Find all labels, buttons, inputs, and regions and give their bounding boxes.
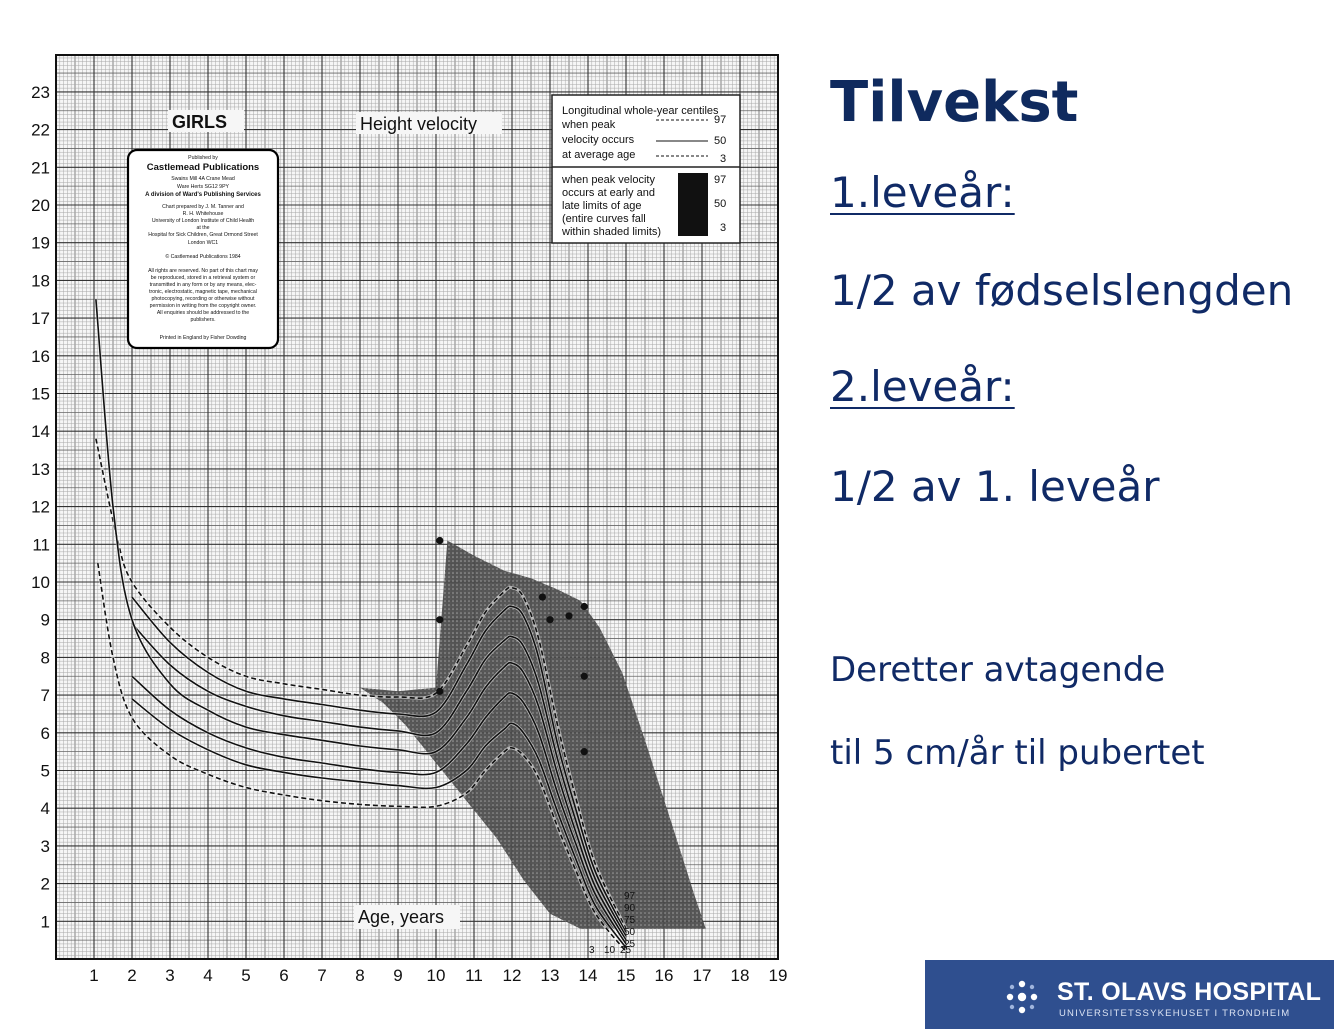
hospital-subtitle: UNIVERSITETSSYKEHUSET I TRONDHEIM (1059, 1008, 1291, 1019)
publisher-line: Ware Herts SG12 9PY (177, 184, 229, 190)
x-tick-label: 7 (317, 966, 327, 985)
curve-end-label-bottom: 3 (589, 945, 595, 956)
x-tick-label: 8 (355, 966, 365, 985)
y-tick-label: 3 (40, 836, 50, 856)
publisher-line: R. H. Whitehouse (182, 211, 224, 217)
first-year-heading: 1.leveår: (830, 168, 1015, 217)
x-tick-label: 16 (654, 966, 674, 985)
x-tick-label: 19 (768, 966, 788, 985)
hospital-logo (925, 960, 1334, 1029)
x-tick-label: 1 (89, 966, 99, 985)
legend-centile-97: 97 (714, 114, 727, 126)
publisher-line: All enquiries should be addressed to the (156, 310, 250, 316)
legend-centile-50: 50 (714, 135, 727, 147)
publisher-line: University of London Institute of Child Health (151, 218, 255, 224)
y-tick-label: 7 (40, 686, 50, 706)
y-tick-label: 21 (31, 158, 50, 178)
legend-shaded-text-5: within shaded limits) (562, 226, 662, 238)
legend-shaded-swatch (678, 173, 708, 236)
y-tick-label: 15 (31, 384, 50, 404)
x-tick-label: 12 (502, 966, 522, 985)
legend-shaded-50: 50 (714, 198, 727, 210)
y-axis-ticks (31, 83, 50, 931)
x-tick-label: 4 (203, 966, 213, 985)
publisher-line: All rights are reserved. No part of this chart may (148, 268, 258, 274)
x-axis-label: Age, years (358, 907, 445, 927)
publisher-line: Hospital for Sick Children, Great Ormond Street (148, 232, 258, 238)
publisher-line: at the (196, 225, 210, 231)
publisher-line: Swains Mill 4A Crane Mead (171, 176, 235, 182)
y-tick-label: 14 (31, 422, 50, 442)
y-tick-label: 6 (40, 723, 50, 743)
publisher-line: permission in writing from the copyright owner. (149, 303, 257, 309)
first-year-text: 1/2 av fødselslengden (830, 266, 1294, 315)
y-tick-label: 11 (32, 535, 50, 555)
dots-logo-icon (1003, 980, 1041, 1014)
y-tick-label: 1 (40, 912, 50, 932)
y-tick-label: 13 (31, 459, 50, 479)
y-tick-label: 9 (40, 610, 50, 630)
legend-centiles-text-2: velocity occurs (562, 134, 635, 146)
publisher-line: Published by (188, 155, 218, 161)
peak-point (581, 673, 588, 680)
y-tick-label: 5 (40, 761, 50, 781)
legend-shaded-3: 3 (720, 222, 727, 234)
legend-heading: Longitudinal whole-year centiles (562, 105, 719, 117)
legend-centile-3: 3 (720, 153, 727, 165)
peak-point (539, 593, 546, 600)
hospital-name: ST. OLAVS HOSPITAL (1057, 978, 1322, 1006)
x-tick-label: 11 (465, 966, 483, 985)
legend-shaded-97: 97 (714, 174, 727, 186)
legend-centiles-text-3: at average age (562, 149, 636, 161)
publisher-line: London WC1 (187, 240, 219, 246)
peak-point (565, 612, 572, 619)
y-tick-label: 8 (40, 648, 50, 668)
peak-point (436, 616, 443, 623)
second-year-text: 1/2 av 1. leveår (830, 462, 1160, 511)
publisher-line: publishers. (190, 317, 216, 323)
peak-point (436, 537, 443, 544)
peak-point (546, 616, 553, 623)
publisher-line: © Castlemead Publications 1984 (165, 254, 241, 260)
curve-end-label-bottom: 25 (620, 945, 632, 956)
curve-end-label: 25 (624, 939, 636, 950)
curve-end-label: 50 (624, 927, 636, 938)
curve-end-label: 75 (624, 915, 636, 926)
x-tick-label: 2 (127, 966, 137, 985)
x-axis-ticks (89, 966, 787, 985)
y-tick-label: 10 (31, 573, 50, 592)
y-tick-label: 23 (31, 82, 50, 102)
peak-point (436, 688, 443, 695)
y-tick-label: 19 (31, 233, 50, 253)
publisher-line: Printed in England by Fisher Dowding (159, 335, 247, 341)
second-year-heading: 2.leveår: (830, 362, 1015, 411)
publisher-box (128, 150, 278, 348)
y-tick-label: 2 (40, 874, 50, 894)
x-tick-label: 13 (540, 966, 560, 985)
x-tick-label: 17 (692, 966, 712, 985)
publisher-line: Castlemead Publications (146, 162, 260, 173)
y-tick-label: 22 (31, 120, 50, 140)
legend-shaded-text-3: late limits of age (562, 200, 642, 212)
publisher-line: be reproduced, stored in a retrieval system or (150, 275, 256, 281)
y-tick-label: 20 (31, 196, 50, 215)
chart-title: GIRLS (172, 112, 228, 132)
chart-legend (552, 95, 740, 243)
publisher-line: transmitted in any form or by any means, elec- (149, 282, 257, 288)
curve-end-label: 97 (624, 891, 636, 902)
x-tick-label: 15 (616, 966, 636, 985)
chart-subtitle: Height velocity (360, 114, 478, 134)
x-tick-label: 18 (730, 966, 750, 985)
peak-point (581, 748, 588, 755)
legend-centiles-text-1: when peak (562, 119, 616, 131)
decrease-text-2: til 5 cm/år til pubertet (830, 733, 1205, 773)
slide-title: Tilvekst (830, 70, 1079, 135)
curve-end-label-bottom: 10 (604, 945, 616, 956)
legend-shaded-text-4: (entire curves fall (562, 213, 646, 225)
publisher-line: tronic, electrostatic, magnetic tape, mechanical (149, 289, 257, 295)
x-tick-label: 6 (279, 966, 289, 985)
legend-shaded-text-1: when peak velocity (562, 174, 655, 186)
y-tick-label: 17 (31, 309, 50, 329)
legend-shaded-text-2: occurs at early and (562, 187, 655, 199)
publisher-line: photocopying, recording or otherwise without (151, 296, 255, 302)
y-tick-label: 12 (31, 497, 50, 517)
x-tick-label: 3 (165, 966, 175, 985)
curve-end-label: 90 (624, 903, 636, 914)
x-tick-label: 10 (426, 966, 446, 985)
y-tick-label: 18 (31, 271, 50, 291)
publisher-line: Chart prepared by J. M. Tanner and (162, 204, 244, 210)
decrease-text-1: Deretter avtagende (830, 650, 1166, 690)
publisher-line: A division of Ward's Publishing Services (145, 192, 261, 198)
y-tick-label: 4 (40, 799, 50, 819)
x-tick-label: 9 (393, 966, 403, 985)
y-tick-label: 16 (31, 346, 50, 366)
x-tick-label: 5 (241, 966, 251, 985)
x-tick-label: 14 (578, 966, 598, 985)
peak-point (581, 603, 588, 610)
